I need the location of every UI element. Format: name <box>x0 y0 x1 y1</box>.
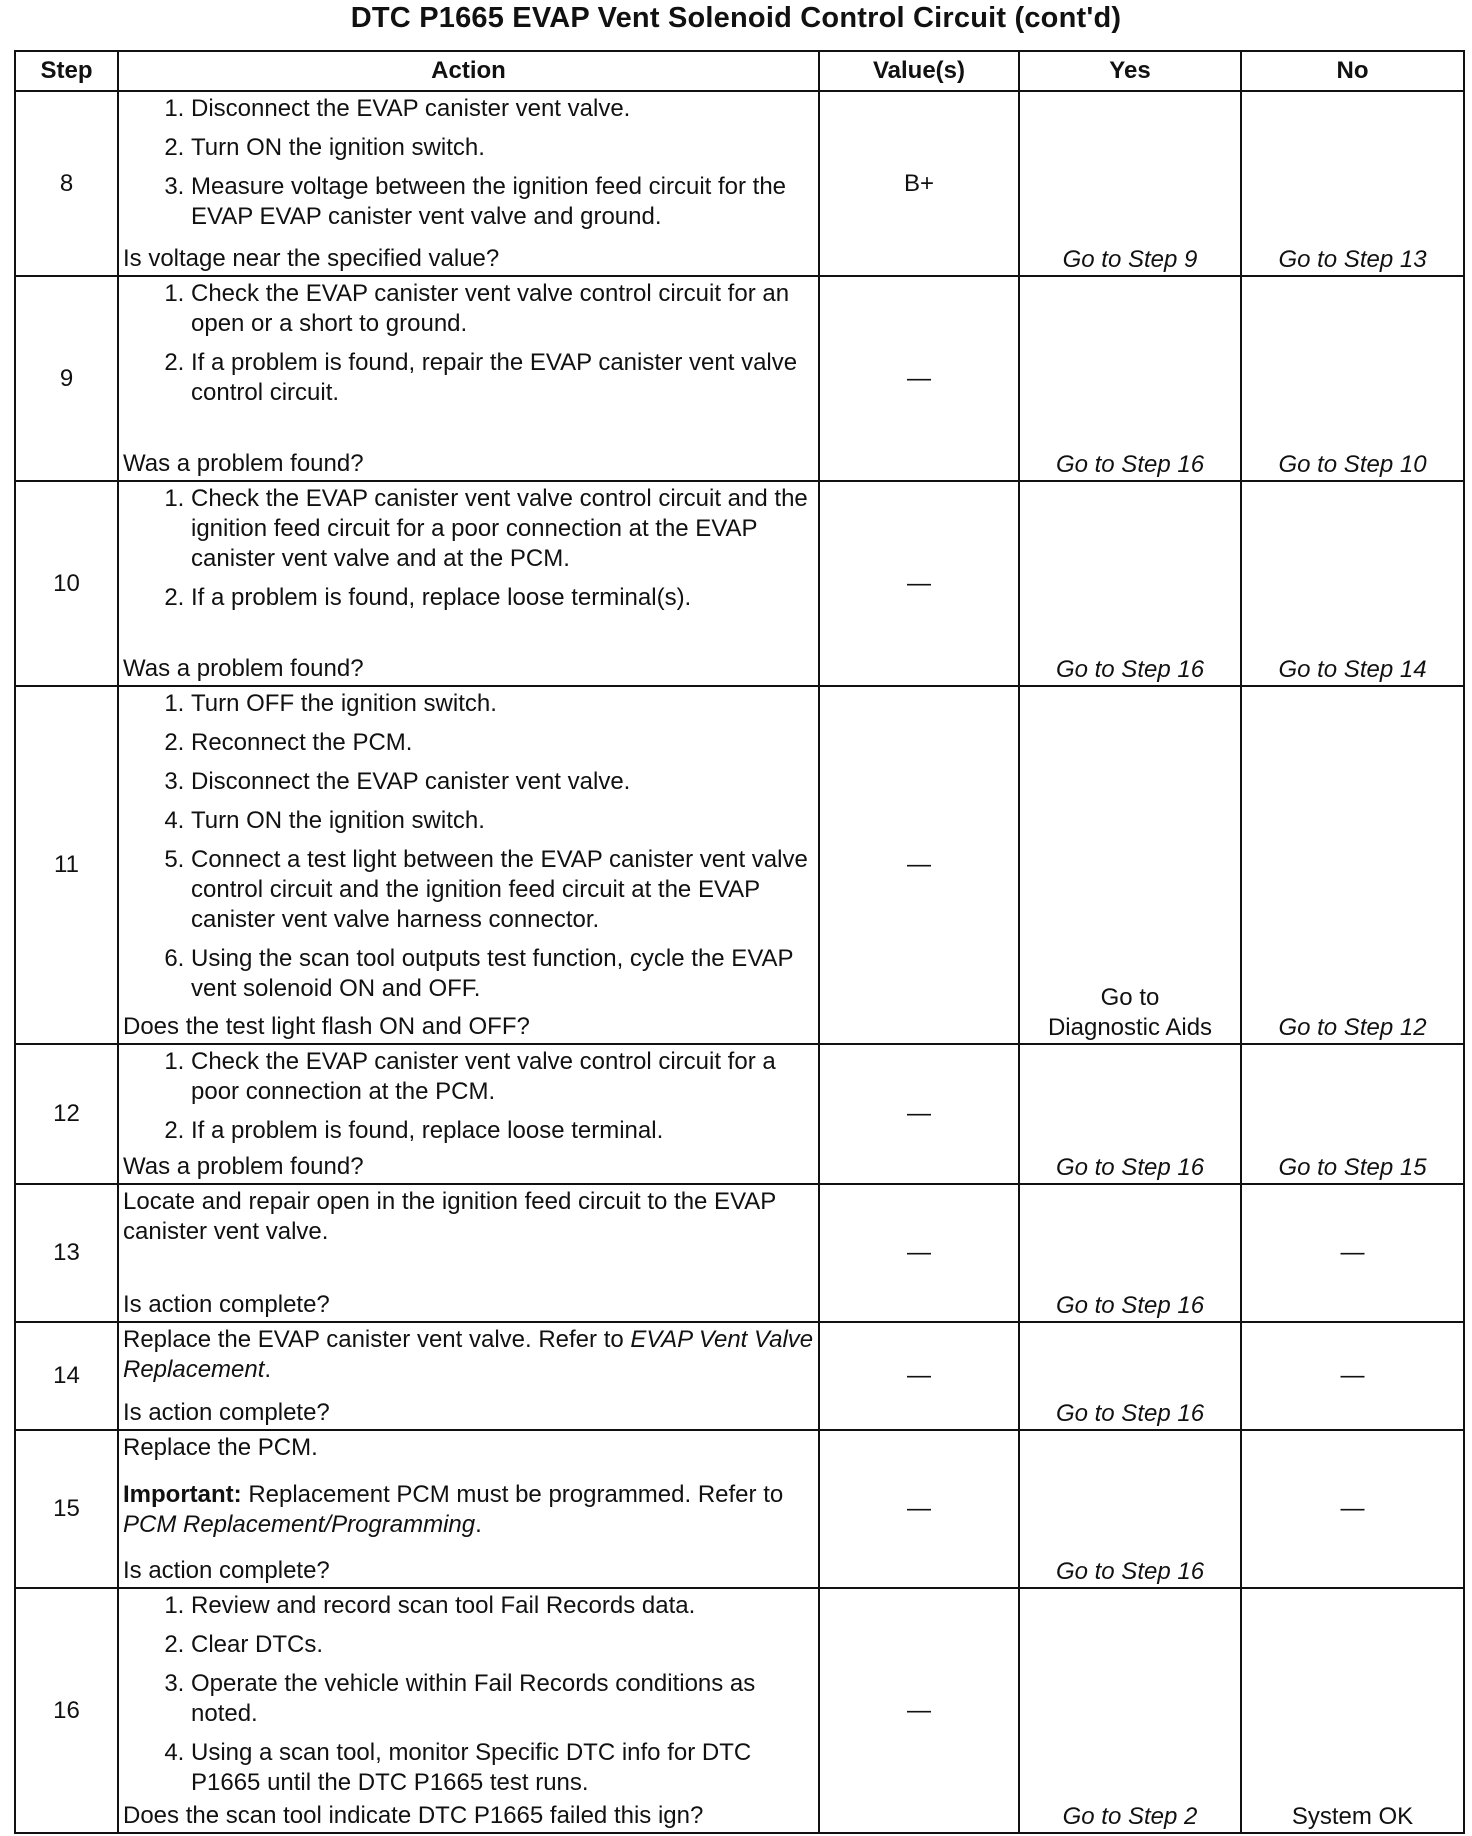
action-step: 4. Turn ON the ignition switch. <box>191 806 814 836</box>
action-cell <box>118 686 819 1044</box>
yes-cell: Go to Step 16 <box>1019 1184 1241 1322</box>
table-row <box>15 481 1464 686</box>
action-text: Replace the PCM. <box>123 1434 318 1461</box>
step-number: 14 <box>15 1322 118 1430</box>
no-cell: Go to Step 13 <box>1241 91 1464 276</box>
action-steps <box>123 1047 814 1146</box>
action-question: Is voltage near the specified value? <box>123 245 500 272</box>
table-row <box>15 1184 1464 1322</box>
yes-cell: Go to Step 16 <box>1019 276 1241 481</box>
action-text-part: Replace the EVAP canister vent valve. Refer to <box>123 1326 631 1353</box>
step-number: 8 <box>15 91 118 276</box>
action-step: 2. If a problem is found, replace loose terminal(s). <box>191 583 814 613</box>
yes-cell <box>1019 686 1241 1044</box>
yes-cell: Go to Step 16 <box>1019 1044 1241 1184</box>
action-text <box>123 1325 814 1385</box>
action-text: Locate and repair open in the ignition feed circuit to the EVAP canister vent valve. <box>123 1188 776 1245</box>
action-steps <box>123 279 814 408</box>
action-cell <box>118 276 819 481</box>
yes-cell: Go to Step 16 <box>1019 481 1241 686</box>
header-yes: Yes <box>1019 51 1241 91</box>
table-row <box>15 1430 1464 1588</box>
action-step: 1. Review and record scan tool Fail Records data. <box>191 1591 814 1621</box>
action-steps <box>123 689 814 1004</box>
yes-cell: Go to Step 2 <box>1019 1588 1241 1833</box>
value-cell: — <box>819 1430 1019 1588</box>
action-cell <box>118 1430 819 1588</box>
header-no: No <box>1241 51 1464 91</box>
action-step: 1. Check the EVAP canister vent valve control circuit for a poor connection at the PCM. <box>191 1047 814 1107</box>
action-step: 2. If a problem is found, replace loose terminal. <box>191 1116 814 1146</box>
action-question: Is action complete? <box>123 1557 330 1584</box>
header-action: Action <box>118 51 819 91</box>
action-steps <box>123 484 814 613</box>
yes-cell: Go to Step 9 <box>1019 91 1241 276</box>
action-step: 3. Operate the vehicle within Fail Records conditions as noted. <box>191 1669 814 1729</box>
value-cell: B+ <box>819 91 1019 276</box>
action-step: 3. Disconnect the EVAP canister vent valve. <box>191 767 814 797</box>
no-cell: — <box>1241 1322 1464 1430</box>
value-cell: — <box>819 276 1019 481</box>
action-step: 1. Disconnect the EVAP canister vent valve. <box>191 94 814 124</box>
important-label: Important: <box>123 1480 242 1508</box>
action-step: 1. Turn OFF the ignition switch. <box>191 689 814 719</box>
action-step: 2. Reconnect the PCM. <box>191 728 814 758</box>
action-cell <box>118 481 819 686</box>
no-cell: Go to Step 14 <box>1241 481 1464 686</box>
action-question: Is action complete? <box>123 1291 330 1318</box>
action-text-part: . <box>264 1356 272 1383</box>
step-number: 10 <box>15 481 118 686</box>
important-text: . <box>475 1510 482 1538</box>
no-cell: Go to Step 10 <box>1241 276 1464 481</box>
action-step: 4. Using a scan tool, monitor Specific DTC info for DTC P1665 until the DTC P1665 test runs. <box>191 1738 814 1798</box>
important-note <box>123 1480 814 1540</box>
action-question: Was a problem found? <box>123 1153 364 1180</box>
no-cell: Go to Step 12 <box>1241 686 1464 1044</box>
value-cell: — <box>819 1044 1019 1184</box>
table-row <box>15 1044 1464 1184</box>
action-question: Does the test light flash ON and OFF? <box>123 1013 530 1040</box>
action-cell <box>118 1184 819 1322</box>
header-step: Step <box>15 51 118 91</box>
action-cell <box>118 1044 819 1184</box>
value-cell: — <box>819 1322 1019 1430</box>
no-cell: — <box>1241 1184 1464 1322</box>
action-step: 2. If a problem is found, repair the EVAP canister vent valve control circuit. <box>191 348 814 408</box>
action-question: Was a problem found? <box>123 655 364 682</box>
header-values: Value(s) <box>819 51 1019 91</box>
step-number: 9 <box>15 276 118 481</box>
action-cell <box>118 1588 819 1833</box>
step-number: 11 <box>15 686 118 1044</box>
diagnostic-table <box>14 50 1465 1834</box>
action-question: Was a problem found? <box>123 450 364 477</box>
step-number: 16 <box>15 1588 118 1833</box>
header-row <box>15 51 1464 91</box>
no-cell: Go to Step 15 <box>1241 1044 1464 1184</box>
action-step: 6. Using the scan tool outputs test function, cycle the EVAP vent solenoid ON and OFF. <box>191 944 814 1004</box>
reference-link[interactable]: PCM Replacement/Programming <box>123 1510 476 1538</box>
step-number: 13 <box>15 1184 118 1322</box>
value-cell: — <box>819 1588 1019 1833</box>
table-row <box>15 91 1464 276</box>
action-step: 5. Connect a test light between the EVAP canister vent valve control circuit and the ignition feed circuit at the EVAP canister vent valve harness connector. <box>191 845 814 935</box>
action-step: 3. Measure voltage between the ignition feed circuit for the EVAP EVAP canister vent valve and ground. <box>191 172 814 232</box>
action-step: 1. Check the EVAP canister vent valve control circuit for an open or a short to ground. <box>191 279 814 339</box>
step-number: 15 <box>15 1430 118 1588</box>
action-cell <box>118 1322 819 1430</box>
no-cell: System OK <box>1241 1588 1464 1833</box>
value-cell: — <box>819 686 1019 1044</box>
value-cell: — <box>819 1184 1019 1322</box>
action-question: Does the scan tool indicate DTC P1665 failed this ign? <box>123 1802 704 1829</box>
table-row <box>15 1322 1464 1430</box>
table-row <box>15 686 1464 1044</box>
action-step: 2. Turn ON the ignition switch. <box>191 133 814 163</box>
page-title: DTC P1665 EVAP Vent Solenoid Control Circuit (cont'd) <box>350 2 1122 34</box>
action-cell <box>118 91 819 276</box>
value-cell: — <box>819 481 1019 686</box>
action-step: 2. Clear DTCs. <box>191 1630 814 1660</box>
action-steps <box>123 94 814 232</box>
action-step: 1. Check the EVAP canister vent valve control circuit and the ignition feed circuit for a poor connection at the EVAP canister vent valve and at the PCM. <box>191 484 814 574</box>
yes-line: Go to <box>1100 984 1160 1011</box>
table-row <box>15 276 1464 481</box>
yes-line: Diagnostic Aids <box>1047 1014 1213 1041</box>
yes-cell: Go to Step 16 <box>1019 1430 1241 1588</box>
no-cell: — <box>1241 1430 1464 1588</box>
reference-link[interactable]: EVAP Vent Valve Replacement <box>123 1326 814 1383</box>
action-steps <box>123 1591 814 1798</box>
important-text: Replacement PCM must be programmed. Refer to <box>241 1480 784 1508</box>
action-question: Is action complete? <box>123 1399 330 1426</box>
yes-cell: Go to Step 16 <box>1019 1322 1241 1430</box>
table-row <box>15 1588 1464 1833</box>
step-number: 12 <box>15 1044 118 1184</box>
